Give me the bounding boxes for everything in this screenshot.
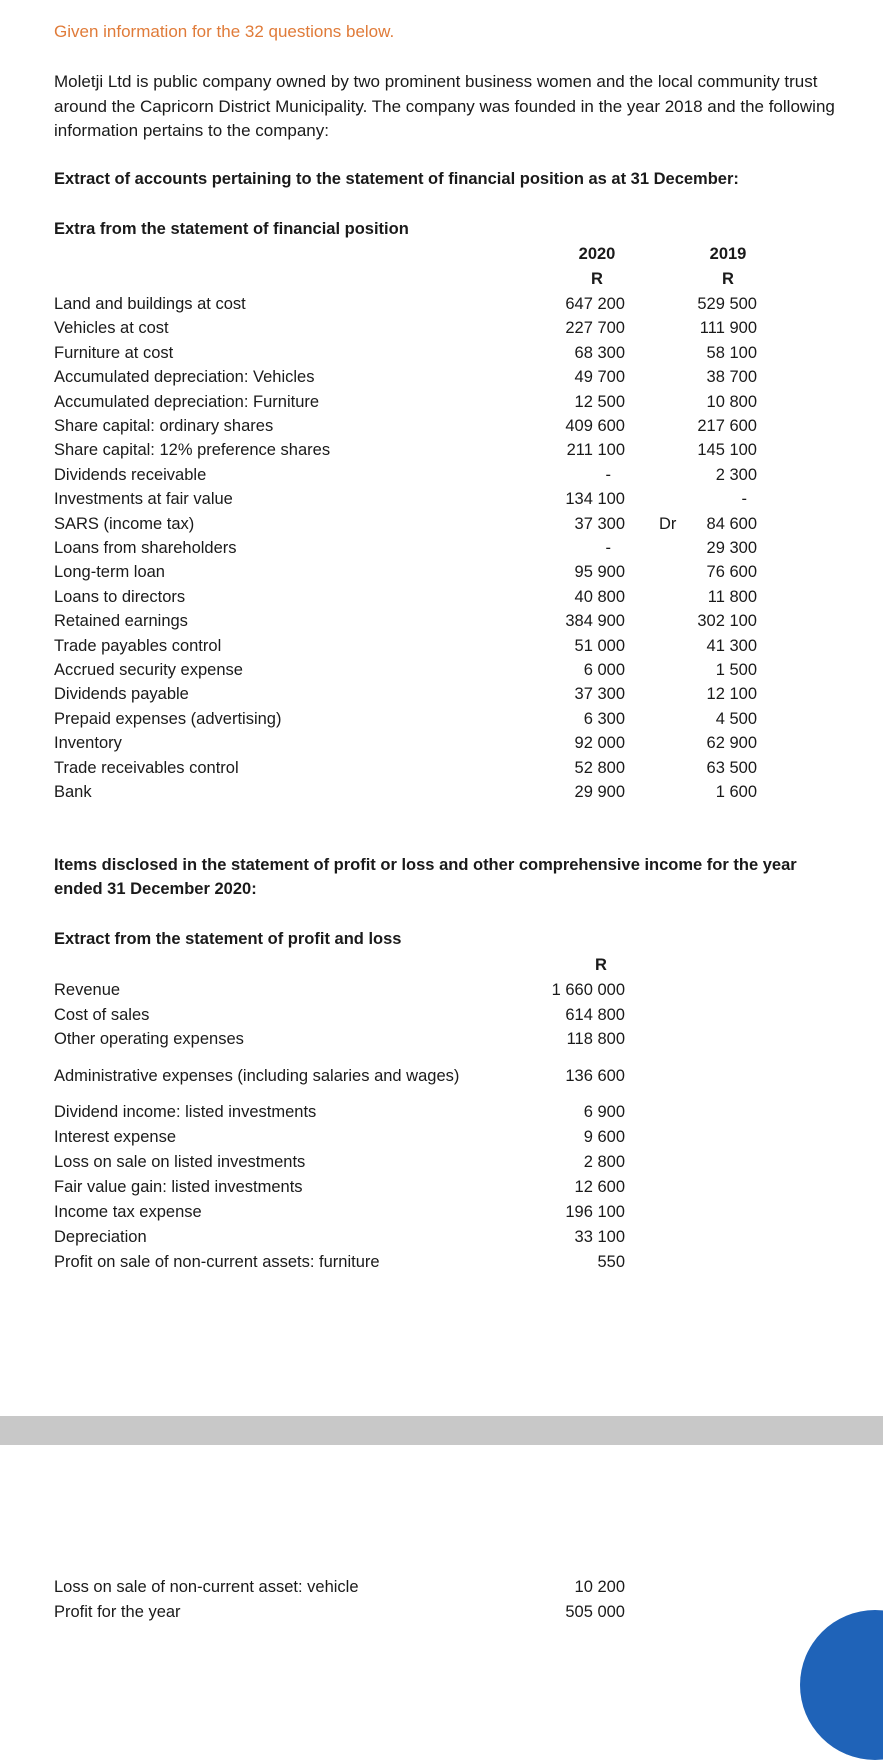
pl-col-currency: R <box>595 956 607 974</box>
row-label: Long-term loan <box>54 563 165 582</box>
value-2019: 1 600 <box>715 783 757 801</box>
value-2020: 68 300 <box>574 343 625 362</box>
row-label: Revenue <box>54 981 121 999</box>
table-row <box>0 1128 883 1152</box>
table-row <box>0 417 883 441</box>
value-2020: 647 200 <box>565 295 625 313</box>
value-2020: 37 300 <box>574 514 625 533</box>
value-2020: 37 300 <box>574 685 625 704</box>
value-2020: 52 800 <box>574 758 625 777</box>
table-row <box>0 1153 883 1177</box>
sfp-section-title: Extract of accounts pertaining to the statement of financial position as at 31 December: <box>54 170 739 188</box>
table-row <box>0 515 883 539</box>
value-2019: 29 300 <box>706 539 757 557</box>
table-row <box>0 1603 883 1627</box>
table-row <box>0 1578 883 1602</box>
row-label: Dividends payable <box>54 685 189 704</box>
row-label: Dividend income: listed investments <box>54 1103 317 1121</box>
row-label: Vehicles at cost <box>54 319 169 338</box>
row-label: Accrued security expense <box>54 661 243 679</box>
value-2019: 2 300 <box>715 465 757 484</box>
value-2019: 63 500 <box>706 758 757 777</box>
row-label: Administrative expenses (including salaries and wages) <box>54 1067 460 1085</box>
value-2019: 10 800 <box>706 392 757 411</box>
col-currency-2020: R <box>591 270 603 288</box>
row-value: 136 600 <box>565 1067 625 1085</box>
table-row <box>0 441 883 465</box>
row-label: Loss on sale of non-current asset: vehicle <box>54 1578 359 1596</box>
value-2019: 529 500 <box>697 295 757 313</box>
row-label: Bank <box>54 783 92 801</box>
value-2019: 145 100 <box>697 441 757 460</box>
value-2019: 217 600 <box>697 417 757 435</box>
table-row <box>0 1030 883 1054</box>
table-row <box>0 490 883 514</box>
dr-marker: Dr <box>659 514 677 533</box>
table-row <box>0 368 883 392</box>
col-header-2020: 2020 <box>578 245 616 263</box>
row-label: Accumulated depreciation: Vehicles <box>54 368 315 387</box>
row-label: Share capital: ordinary shares <box>54 417 274 435</box>
row-value: 1 660 000 <box>551 981 625 999</box>
row-value: 9 600 <box>583 1128 625 1146</box>
table-row <box>0 637 883 661</box>
value-2019: 12 100 <box>706 685 757 704</box>
table-row <box>0 563 883 587</box>
page-break-band <box>0 1416 883 1445</box>
table-row <box>0 1228 883 1252</box>
row-value: 196 100 <box>565 1203 625 1221</box>
value-2020: 211 100 <box>566 441 625 460</box>
value-2019: 58 100 <box>706 343 757 362</box>
table-row <box>0 539 883 563</box>
value-2019: 1 500 <box>715 661 757 679</box>
row-label: Retained earnings <box>54 612 188 631</box>
row-value: 12 600 <box>574 1178 625 1196</box>
row-label: Depreciation <box>54 1228 147 1246</box>
table-row <box>0 466 883 490</box>
value-2020: 40 800 <box>574 587 625 606</box>
value-2019: - <box>741 490 747 509</box>
col-currency-2019: R <box>722 270 734 288</box>
row-label: Prepaid expenses (advertising) <box>54 709 282 728</box>
value-2020: 29 900 <box>574 783 625 801</box>
row-value: 6 900 <box>583 1103 625 1121</box>
value-2019: 84 600 <box>706 514 757 533</box>
row-label: Loss on sale on listed investments <box>54 1153 306 1171</box>
value-2019: 11 800 <box>707 587 757 606</box>
row-label: Trade receivables control <box>54 758 239 777</box>
table-row <box>0 1067 883 1091</box>
row-label: Investments at fair value <box>54 490 233 509</box>
row-label: SARS (income tax) <box>54 514 195 533</box>
row-label: Profit on sale of non-current assets: furniture <box>54 1253 380 1271</box>
row-value: 10 200 <box>574 1578 625 1596</box>
table-row <box>0 1103 883 1127</box>
table-row <box>0 1006 883 1030</box>
row-value: 33 100 <box>574 1228 625 1246</box>
table-row <box>0 759 883 783</box>
table-row <box>0 588 883 612</box>
pl-section-title-line2: ended 31 December 2020: <box>54 880 257 898</box>
value-2020: 95 900 <box>574 563 625 582</box>
row-label: Land and buildings at cost <box>54 295 246 313</box>
row-label: Loans to directors <box>54 587 186 606</box>
value-2020: 51 000 <box>574 636 625 655</box>
table-row <box>0 612 883 636</box>
value-2019: 302 100 <box>697 612 757 631</box>
pl-section-title-line1: Items disclosed in the statement of profit or loss and other comprehensive income for the year <box>54 856 797 874</box>
table-row <box>0 981 883 1005</box>
row-label: Furniture at cost <box>54 343 174 362</box>
value-2020: 134 100 <box>565 490 625 509</box>
value-2020: 227 700 <box>565 319 625 338</box>
row-label: Trade payables control <box>54 636 222 655</box>
row-value: 505 000 <box>565 1603 625 1621</box>
row-value: 2 800 <box>583 1153 625 1171</box>
value-2019: 38 700 <box>706 368 757 387</box>
value-2020: - <box>605 465 611 484</box>
value-2019: 4 500 <box>715 709 757 728</box>
table-row <box>0 661 883 685</box>
intro-heading: Given information for the 32 questions below. <box>54 22 395 41</box>
col-header-2019: 2019 <box>709 245 747 263</box>
table-row <box>0 319 883 343</box>
table-row <box>0 393 883 417</box>
value-2019: 111 900 <box>699 319 757 338</box>
table-row <box>0 295 883 319</box>
table-row <box>0 1178 883 1202</box>
row-label: Interest expense <box>54 1128 176 1146</box>
row-value: 118 800 <box>566 1030 625 1048</box>
row-label: Inventory <box>54 734 122 753</box>
sfp-subtitle: Extra from the statement of financial position <box>54 220 409 238</box>
row-label: Other operating expenses <box>54 1030 244 1048</box>
value-2019: 62 900 <box>706 734 757 753</box>
value-2020: 409 600 <box>565 417 625 435</box>
table-row <box>0 685 883 709</box>
row-label: Dividends receivable <box>54 465 207 484</box>
row-value: 614 800 <box>565 1005 625 1024</box>
table-row <box>0 1253 883 1277</box>
row-label: Accumulated depreciation: Furniture <box>54 392 320 411</box>
row-label: Share capital: 12% preference shares <box>54 441 331 460</box>
table-row <box>0 734 883 758</box>
value-2019: 41 300 <box>706 636 757 655</box>
pl-subtitle: Extract from the statement of profit and loss <box>54 930 402 948</box>
row-label: Income tax expense <box>54 1203 202 1221</box>
value-2020: 12 500 <box>574 392 625 411</box>
corner-decoration <box>800 1610 883 1760</box>
row-label: Profit for the year <box>54 1603 181 1621</box>
table-row <box>0 1203 883 1227</box>
value-2019: 76 600 <box>706 563 757 582</box>
row-label: Fair value gain: listed investments <box>54 1178 303 1196</box>
table-row <box>0 783 883 807</box>
row-label: Loans from shareholders <box>54 539 237 557</box>
value-2020: 384 900 <box>565 612 625 631</box>
value-2020: - <box>605 539 611 557</box>
value-2020: 49 700 <box>574 368 625 387</box>
value-2020: 6 300 <box>583 709 625 728</box>
intro-paragraph: Moletji Ltd is public company owned by two prominent business women and the local community trust around the Capricorn District Municipality. The company was founded in the year 2018 and the following information pertains to the company: <box>54 72 835 140</box>
value-2020: 6 000 <box>583 661 625 679</box>
table-row <box>0 344 883 368</box>
table-row <box>0 710 883 734</box>
value-2020: 92 000 <box>574 734 625 753</box>
row-value: 550 <box>597 1253 625 1271</box>
row-label: Cost of sales <box>54 1005 150 1024</box>
